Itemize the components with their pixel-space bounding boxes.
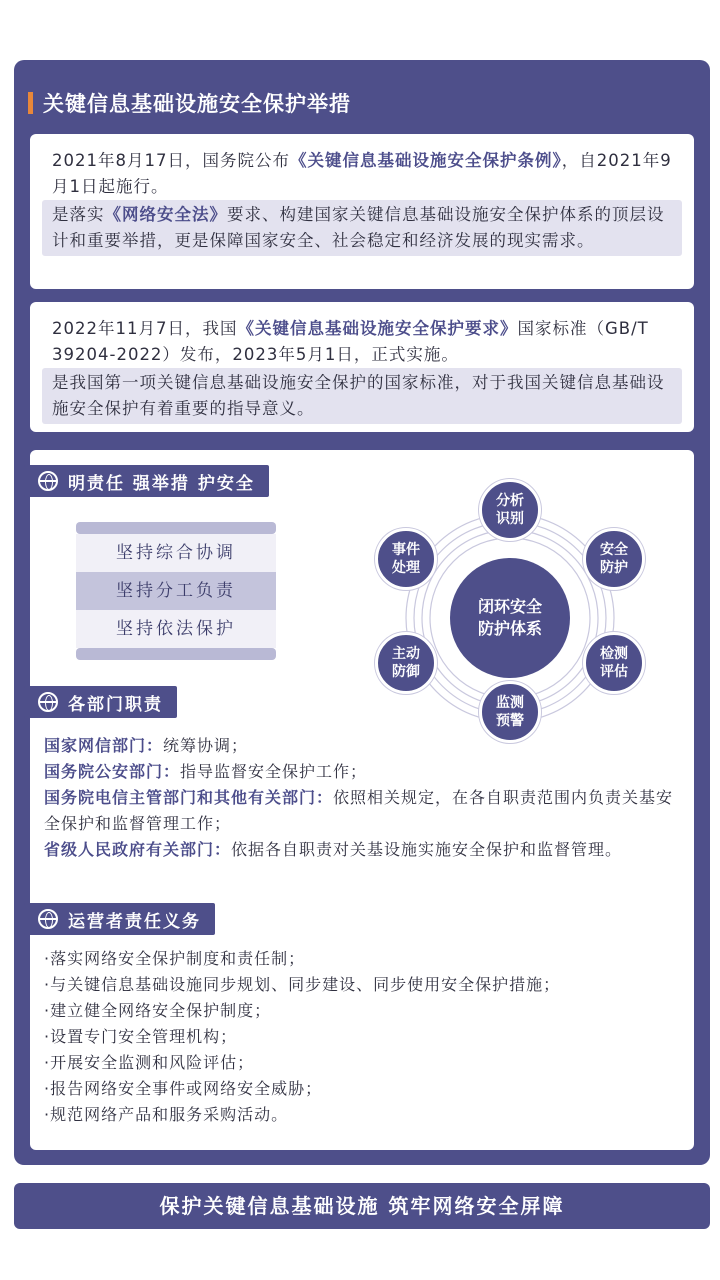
duty-item xyxy=(44,759,684,785)
regulation-name: 《关键信息基础设施安全保护条例》 xyxy=(290,151,562,170)
regulation-text xyxy=(52,148,672,200)
page-title-text: 关键信息基础设施安全保护举措 xyxy=(43,92,351,116)
duty-text: 依照相关规定，在各自职责范围内负责关基安全保护和监督管理工作； xyxy=(44,788,674,833)
principles-stack xyxy=(76,522,276,660)
principle-item: 坚持综合协调 xyxy=(76,534,276,572)
duty-dept: 国家网信部门： xyxy=(44,736,164,755)
regulation-date-text: 2021年8月17日，国务院公布 xyxy=(52,151,290,170)
stack-top-cap xyxy=(76,522,276,534)
diagram-center: 闭环安全 防护体系 xyxy=(450,558,570,678)
section-header-text: 运营者责任义务 xyxy=(68,911,201,932)
obligation-item: ·报告网络安全事件或网络安全威胁； xyxy=(44,1079,323,1098)
standard-text xyxy=(52,316,672,368)
regulation-significance xyxy=(42,200,682,256)
page-title xyxy=(28,88,351,118)
obligation-item: ·规范网络产品和服务采购活动。 xyxy=(44,1105,289,1124)
standard-date-text: 2022年11月7日，我国 xyxy=(52,319,238,338)
globe-icon xyxy=(38,471,58,491)
section-header-text: 各部门职责 xyxy=(68,694,163,715)
standard-card xyxy=(30,302,694,432)
duty-item xyxy=(44,785,684,837)
regulation-effective-text: ，自2021年9月1日起施行。 xyxy=(52,151,672,196)
principle-item: 坚持分工负责 xyxy=(76,572,276,610)
department-duties xyxy=(44,733,684,863)
diagram-node-assessment: 检测 评估 xyxy=(583,632,645,694)
regulation-card xyxy=(30,134,694,289)
obligation-item: ·开展安全监测和风险评估； xyxy=(44,1053,255,1072)
diagram-node-defense: 主动 防御 xyxy=(375,632,437,694)
diagram-node-analysis: 分析 识别 xyxy=(479,479,541,541)
standard-release-text: 国家标准（GB/T 39204-2022）发布，2023年5月1日，正式实施。 xyxy=(52,319,649,364)
duty-text: 指导监督安全保护工作； xyxy=(180,762,368,781)
cybersecurity-law-name: 《网络安全法》 xyxy=(104,205,227,224)
significance-post: 要求、构建国家关键信息基础设施安全保护体系的顶层设计和重要举措，更是保障国家安全、社会稳定和经济发展的现实需求。 xyxy=(52,205,665,250)
section-header-departments xyxy=(24,686,177,718)
duty-dept: 国务院公安部门： xyxy=(44,762,181,781)
closed-loop-diagram xyxy=(370,478,650,758)
diagram-node-warning: 监测 预警 xyxy=(479,681,541,743)
standard-name: 《关键信息基础设施安全保护要求》 xyxy=(237,319,518,338)
diagram-node-protection: 安全 防护 xyxy=(583,528,645,590)
obligation-item: ·与关键信息基础设施同步规划、同步建设、同步使用安全保护措施； xyxy=(44,975,561,994)
duty-text: 依据各自职责对关基设施实施安全保护和监督管理。 xyxy=(231,840,623,859)
duty-text: 统筹协调； xyxy=(163,736,249,755)
duty-item xyxy=(44,733,684,759)
standard-significance: 是我国第一项关键信息基础设施安全保护的国家标准，对于我国关键信息基础设施安全保护有着重要的指导意义。 xyxy=(42,368,682,424)
section-header-responsibility xyxy=(24,465,269,497)
duty-item xyxy=(44,837,684,863)
title-accent-bar xyxy=(28,92,33,114)
section-header-text: 明责任 强举措 护安全 xyxy=(68,473,255,494)
duty-dept: 国务院电信主管部门和其他有关部门： xyxy=(44,788,334,807)
duty-dept: 省级人民政府有关部门： xyxy=(44,840,232,859)
obligation-item: ·落实网络安全保护制度和责任制； xyxy=(44,949,306,968)
diagram-node-incident: 事件 处理 xyxy=(375,528,437,590)
globe-icon xyxy=(38,692,58,712)
section-header-operators xyxy=(24,903,215,935)
globe-icon xyxy=(38,909,58,929)
operator-obligations xyxy=(44,946,684,1128)
principle-item: 坚持依法保护 xyxy=(76,610,276,648)
obligation-item: ·建立健全网络安全保护制度； xyxy=(44,1001,272,1020)
obligation-item: ·设置专门安全管理机构； xyxy=(44,1027,238,1046)
footer-slogan: 保护关键信息基础设施 筑牢网络安全屏障 xyxy=(14,1183,710,1229)
significance-pre: 是落实 xyxy=(52,205,105,224)
stack-bottom-cap xyxy=(76,648,276,660)
